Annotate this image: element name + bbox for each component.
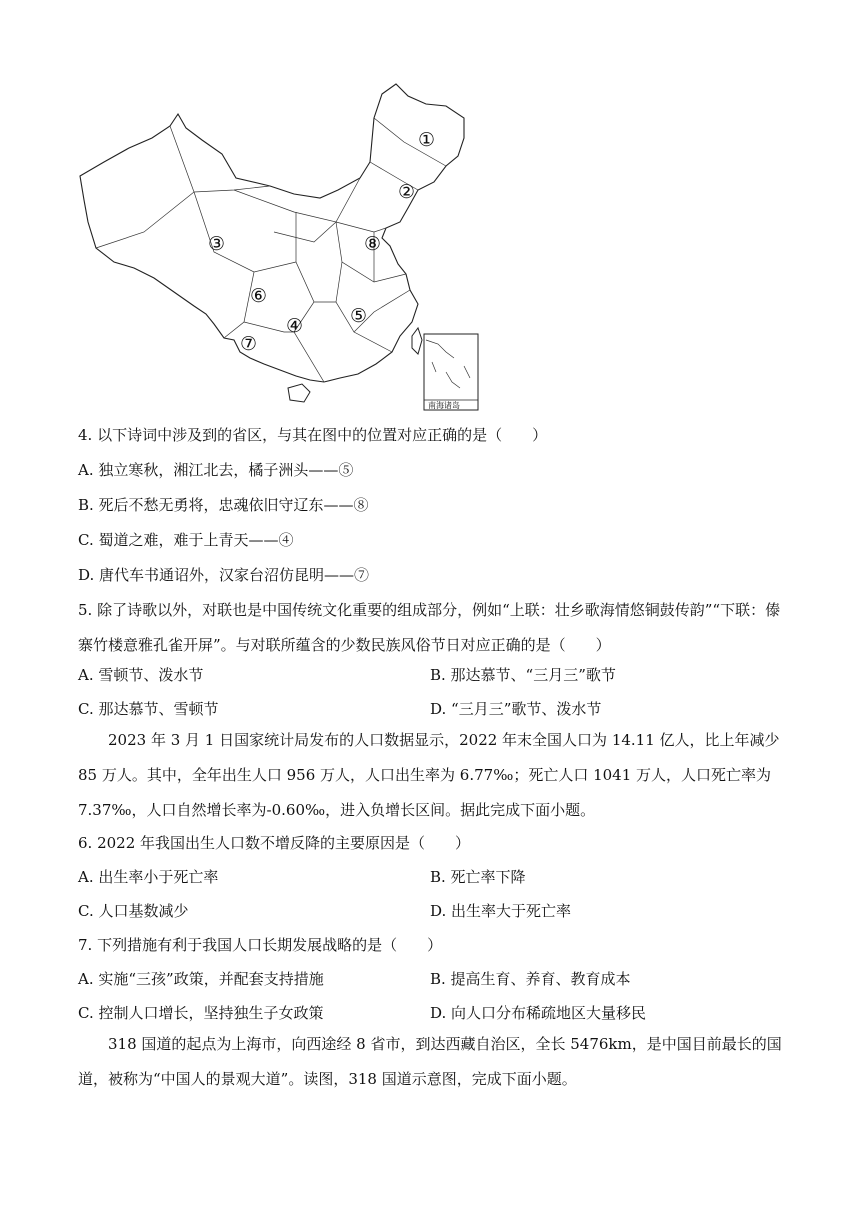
q4-stem: 4. 以下诗词中涉及到的省区，与其在图中的位置对应正确的是（ ） [78, 426, 548, 444]
map-label-5: ⑤ [350, 305, 368, 327]
q5-option-d: D. “三月三”歌节、泼水节 [430, 700, 602, 718]
q7-option-b: B. 提高生育、养育、教育成本 [430, 970, 631, 988]
map-label-3: ③ [208, 233, 226, 255]
map-label-4: ④ [286, 315, 304, 337]
q5-option-c: C. 那达慕节、雪顿节 [78, 700, 219, 718]
china-map [74, 82, 484, 412]
china-outline [80, 84, 464, 382]
map-label-8: ⑧ [364, 233, 382, 255]
q5-option-a: A. 雪顿节、泼水节 [78, 666, 204, 684]
q6-option-a: A. 出生率小于死亡率 [78, 868, 219, 886]
q5-stem: 5. 除了诗歌以外，对联也是中国传统文化重要的组成部分，例如“上联：壮乡歌海情悠铜鼓传韵”“下联：傣寨竹楼意雅孔雀开屏”。与对联所蕴含的少数民族风俗节日对应正确的是（ ） [78, 601, 781, 654]
q6-stem: 6. 2022 年我国出生人口数不增反降的主要原因是（ ） [78, 834, 471, 852]
q7-option-c: C. 控制人口增长，坚持独生子女政策 [78, 1004, 324, 1022]
province-boundaries [96, 118, 446, 382]
south-sea-inset [424, 334, 478, 410]
passage-population: 2023 年 3 月 1 日国家统计局发布的人口数据显示，2022 年末全国人口为 14.11 亿人，比上年减少 85 万人。其中，全年出生人口 956 万人，人口出生率为 6.77‰；死亡人口 1041 万人，人口死亡率为 7.37‰，人口自然增长率为-0.60‰，进入负增长区间。据此完成下面小题。 [78, 731, 780, 819]
taiwan-island [412, 328, 422, 354]
map-label-2: ② [398, 181, 416, 203]
q6-option-b: B. 死亡率下降 [430, 868, 526, 886]
q7-stem: 7. 下列措施有利于我国人口长期发展战略的是（ ） [78, 936, 443, 954]
map-label-6: ⑥ [250, 285, 268, 307]
q4-option-c: C. 蜀道之难，难于上青天——④ [78, 531, 294, 549]
map-label-1: ① [418, 129, 436, 151]
q6-option-c: C. 人口基数减少 [78, 902, 189, 920]
q4-option-b: B. 死后不愁无勇将，忠魂依旧守辽东——⑧ [78, 496, 369, 514]
q4-option-a: A. 独立寒秋，湘江北去，橘子洲头——⑤ [78, 461, 354, 479]
inset-label: 南海诸岛 [428, 401, 460, 410]
q5-option-b: B. 那达慕节、“三月三”歌节 [430, 666, 616, 684]
q7-option-d: D. 向人口分布稀疏地区大量移民 [430, 1004, 647, 1022]
hainan-island [288, 384, 310, 402]
china-map-figure [74, 82, 484, 412]
q4-option-d: D. 唐代车书通诏外，汉家台沼仿昆明——⑦ [78, 566, 370, 584]
passage-route-318: 318 国道的起点为上海市，向西途经 8 省市，到达西藏自治区，全长 5476km，是中国目前最长的国道，被称为“中国人的景观大道”。读图，318 国道示意图，完成下面小题。 [78, 1035, 782, 1088]
map-label-7: ⑦ [240, 333, 258, 355]
q6-option-d: D. 出生率大于死亡率 [430, 902, 572, 920]
q7-option-a: A. 实施“三孩”政策，并配套支持措施 [78, 970, 324, 988]
